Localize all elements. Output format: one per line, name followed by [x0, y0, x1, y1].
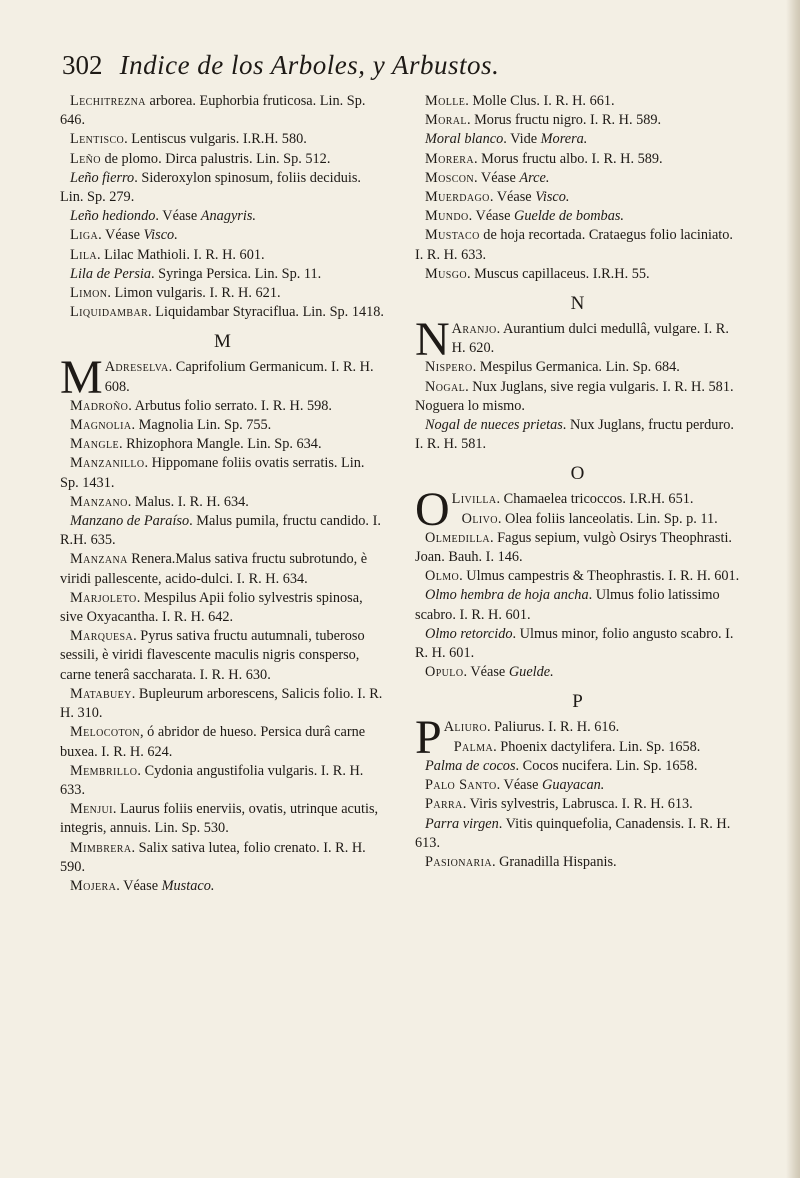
entry-description: . Limon vulgaris. I. R. H. 621. [107, 285, 281, 302]
index-entry [415, 815, 740, 853]
index-entry [415, 853, 740, 872]
index-entry [60, 839, 385, 877]
index-entry [60, 512, 385, 550]
index-entry [60, 150, 385, 169]
index-entry [60, 493, 385, 512]
entry-description: . Mespilus Germanica. Lin. Sp. 684. [472, 359, 680, 376]
index-entry [415, 313, 740, 367]
section-letter: P [572, 691, 583, 713]
index-entry [415, 169, 740, 188]
entry-term: Menjui [70, 801, 113, 818]
entry-description: . Fagus sepium, vulgò Osirys Theophrasti. Joan. Bauh. I. 146. [415, 529, 733, 566]
entry-description: . Malus. I. R. H. 634. [127, 493, 249, 510]
index-entry [415, 207, 740, 226]
entry-term: Livilla [451, 491, 497, 508]
entry-term: Mundo [425, 208, 469, 225]
entry-description: . Véase [155, 208, 201, 225]
index-entry [60, 454, 385, 492]
entry-term: Nispero [425, 359, 473, 376]
drop-initial: P [415, 711, 442, 765]
entry-description: . Cocos nucifera. Lin. Sp. 1658. [515, 757, 698, 774]
entry-description: . Morus fructu albo. I. R. H. 589. [474, 150, 663, 167]
entry-description: . Véase [468, 208, 514, 225]
drop-initial: N [415, 313, 450, 367]
entry-term: Adreselva [104, 359, 169, 376]
index-entry [415, 92, 740, 111]
index-entry [415, 111, 740, 130]
index-entry [415, 663, 740, 682]
entry-description: . Granadilla Hispanis. [491, 853, 617, 870]
entry-term: Mimbrera [70, 839, 132, 856]
entry-term: Marjoleto [70, 589, 137, 606]
entry-term: Musgo [425, 265, 467, 282]
entry-description: . Ulmus minor, folio angusto scabro. I. R. H. 601. [415, 625, 734, 662]
entry-description: . Laurus foliis enerviis, ovatis, utrinque acutis, integris, annuis. Lin. Sp. 530. [60, 801, 379, 837]
entry-description: . Aurantium dulci medullâ, vulgare. I. R. H. 620. [451, 321, 729, 357]
index-entry [415, 150, 740, 169]
entry-description: . Bupleurum arborescens, Salicis folio. I. R. H. 310. [60, 685, 383, 722]
index-entry [415, 776, 740, 795]
cross-reference: Visco. [535, 189, 570, 206]
entry-term: Mangle [70, 436, 119, 453]
entry-term: Matabuey [70, 685, 132, 702]
drop-initial: M [60, 351, 103, 405]
entry-description: . Liquidambar Styraciflua. Lin. Sp. 1418. [148, 304, 384, 321]
section-letter: M [214, 331, 231, 353]
entry-term: Molle [425, 93, 466, 109]
cross-reference: Mustaco. [161, 877, 215, 894]
index-entry [60, 589, 385, 627]
entry-term: Melocoton [70, 724, 141, 741]
entry-term: Morera [425, 150, 475, 167]
index-entry [60, 435, 385, 454]
entry-description: . Caprifolium Germanicum. I. R. H. 608. [104, 359, 374, 395]
entry-term: Marquesa [70, 628, 134, 645]
index-entry [415, 510, 740, 529]
entry-term: Palma [453, 738, 494, 755]
index-entry [415, 378, 740, 416]
entry-term: Madroño [70, 397, 129, 414]
entry-term: Manzanillo [70, 455, 145, 472]
cross-reference: Arce. [519, 169, 550, 186]
index-entry [60, 762, 385, 800]
index-entry [415, 757, 740, 776]
entry-term: Aliuro [443, 719, 487, 736]
page-header [62, 50, 742, 86]
entry-description: . Véase [496, 777, 543, 794]
index-entry [60, 169, 385, 207]
page-gutter-shadow [786, 0, 800, 1178]
index-entry [60, 800, 385, 838]
index-entry [415, 795, 740, 814]
entry-term: Nogal [425, 378, 466, 395]
entry-term: Lechitrezna [70, 93, 146, 109]
entry-description: . Lentiscus vulgaris. I.R.H. 580. [124, 131, 307, 148]
entry-term: Moscon [425, 169, 475, 186]
entry-description: . Vide [503, 131, 541, 148]
entry-description: . Sideroxylon spinosum, foliis deciduis. Lin. Sp. 279. [60, 169, 361, 206]
index-entry [60, 92, 385, 130]
entry-term-italic: Olmo retorcido [425, 625, 513, 642]
index-entry [60, 130, 385, 149]
entry-term: Parra [425, 796, 463, 813]
section-letter: O [570, 463, 585, 485]
index-entry [415, 265, 740, 284]
entry-description: . Véase [98, 227, 144, 244]
entry-description: . Phoenix dactylifera. Lin. Sp. 1658. [493, 738, 701, 755]
index-entry [415, 567, 740, 586]
index-entry [415, 226, 740, 264]
entry-description: . Véase [463, 664, 509, 681]
index-entry [60, 207, 385, 226]
entry-term: Leño [70, 150, 101, 167]
entry-term: Manzana [70, 551, 128, 568]
entry-description: . Olea foliis lanceolatis. Lin. Sp. p. 11. [497, 510, 718, 527]
cross-reference: Guelde. [508, 664, 554, 681]
entry-description: . Pyrus sativa fructu autumnali, tuberoso sessili, è viridi flavescente maculis nigris consperso, carne tenerâ saccharata. I. R. H. 630. [60, 628, 365, 683]
index-entry [60, 550, 385, 588]
cross-reference: Anagyris. [200, 208, 256, 225]
index-entry [415, 738, 740, 757]
entry-description: , ó abridor de hueso. Persica durâ carne buxea. I. R. H. 624. [60, 724, 366, 760]
drop-initial: O [415, 483, 450, 537]
entry-term-italic: Lila de Persia [70, 265, 152, 282]
entry-description: . Syringa Persica. Lin. Sp. 11. [151, 265, 322, 282]
index-entry [60, 265, 385, 284]
right-column [415, 92, 740, 872]
section-letter: N [570, 293, 585, 315]
entry-term-italic: Olmo hembra de hoja ancha [425, 587, 589, 604]
entry-description: . Ulmus folio latissimo scabro. I. R. H. 601. [415, 587, 720, 623]
entry-description: . Morus fructu nigro. I. R. H. 589. [466, 112, 662, 129]
index-entry [415, 529, 740, 567]
entry-description: . Mespilus Apii folio sylvestris spinosa, sive Oxyacantha. I. R. H. 642. [60, 589, 363, 626]
entry-term-italic: Leño hediondo [70, 208, 156, 225]
entry-description: . Arbutus folio serrato. I. R. H. 598. [128, 397, 333, 414]
index-entry [60, 877, 385, 896]
entry-term: Olivo [461, 510, 498, 527]
entry-term: Mustaco [425, 227, 480, 244]
entry-description: . Salix sativa lutea, folio crenato. I. R. H. 590. [60, 839, 366, 875]
entry-description: . Paliurus. I. R. H. 616. [486, 719, 620, 736]
entry-description: de hoja recortada. Crataegus folio laciniato. I. R. H. 633. [415, 227, 733, 263]
entry-description: . Nux Juglans, sive regia vulgaris. I. R. H. 581. Noguera lo mismo. [415, 378, 734, 414]
index-entry [415, 625, 740, 663]
cross-reference: Guayacan. [542, 777, 605, 794]
index-entry [60, 416, 385, 435]
entry-term: Liga [70, 227, 99, 244]
entry-description: . Véase [116, 877, 162, 894]
entry-term: Olmedilla [425, 529, 491, 546]
index-entry [415, 130, 740, 149]
entry-description: arborea. Euphorbia fruticosa. Lin. Sp. 646. [60, 93, 366, 129]
entry-term-italic: Nogal de nueces prietas [425, 417, 563, 434]
entry-description: . Ulmus campestris & Theophrastis. I. R. H. 601. [459, 568, 740, 585]
entry-description: . Lilac Mathioli. I. R. H. 601. [97, 246, 265, 263]
entry-term: Liquidambar [70, 304, 149, 321]
entry-term: Manzano [70, 493, 128, 510]
cross-reference: Guelde de bombas. [514, 208, 624, 225]
entry-description: Renera.Malus sativa fructu subrotundo, è viridi pallescente, acido-dulci. I. R. H. 634. [60, 551, 368, 587]
entry-description: . Magnolia Lin. Sp. 755. [131, 417, 272, 434]
entry-term: Membrillo [70, 762, 138, 779]
index-entry [60, 627, 385, 685]
entry-description: . Hippomane foliis ovatis serratis. Lin. Sp. 1431. [60, 455, 365, 491]
index-entry [60, 351, 385, 405]
index-entry [60, 685, 385, 723]
index-entry [60, 284, 385, 303]
index-entry [60, 723, 385, 761]
entry-description: . Cydonia angustifolia vulgaris. I. R. H. 633. [60, 762, 364, 798]
index-entry [60, 397, 385, 416]
entry-term: Magnolia [70, 417, 132, 434]
entry-term-italic: Palma de cocos [425, 757, 516, 774]
entry-description: . Viris sylvestris, Labrusca. I. R. H. 613. [462, 796, 693, 813]
page-number: 302 [62, 50, 103, 80]
entry-description: . Vitis quinquefolia, Canadensis. I. R. H. 613. [415, 815, 731, 851]
index-entry [415, 188, 740, 207]
running-title: Indice de los Arboles, y Arbustos. [119, 50, 500, 80]
index-entry [415, 586, 740, 624]
index-entry [415, 416, 740, 454]
entry-term: Mojera [70, 877, 117, 894]
entry-term-italic: Leño fierro [70, 169, 135, 186]
entry-term: Pasionaria [425, 853, 492, 870]
entry-description: . Malus pumila, fructu candido. I. R.H. 635. [60, 513, 381, 549]
entry-term: Aranjo [451, 321, 497, 338]
entry-term: Opulo [425, 664, 464, 681]
entry-term-italic: Parra virgen [425, 815, 499, 832]
entry-description: de plomo. Dirca palustris. Lin. Sp. 512. [100, 150, 331, 167]
index-entry [60, 226, 385, 245]
entry-description: . Véase [489, 189, 536, 206]
index-entry [415, 358, 740, 377]
cross-reference: Visco. [143, 227, 178, 244]
index-entry [60, 246, 385, 265]
entry-description: . Chamaelea tricoccos. I.R.H. 651. [496, 491, 694, 508]
index-entry [60, 303, 385, 322]
entry-description: . Véase [474, 169, 520, 186]
entry-description: . Nux Juglans, fructu perduro. I. R. H. 581. [415, 417, 734, 453]
entry-term: Lentisco [70, 131, 125, 148]
entry-term-italic: Moral blanco [425, 131, 504, 148]
left-column [60, 92, 385, 896]
entry-term: Limon [70, 285, 108, 302]
cross-reference: Morera. [540, 131, 588, 148]
entry-term: Palo Santo [425, 777, 497, 794]
entry-description: . Molle Clus. I. R. H. 661. [465, 93, 615, 109]
entry-term-italic: Manzano de Paraíso [70, 513, 190, 530]
entry-term: Olmo [425, 568, 460, 585]
entry-description: . Muscus capillaceus. I.R.H. 55. [466, 265, 650, 282]
entry-term: Lila [70, 246, 97, 263]
entry-description: . Rhizophora Mangle. Lin. Sp. 634. [119, 436, 322, 453]
entry-term: Moral [425, 112, 467, 129]
entry-term: Muerdago [425, 189, 490, 206]
